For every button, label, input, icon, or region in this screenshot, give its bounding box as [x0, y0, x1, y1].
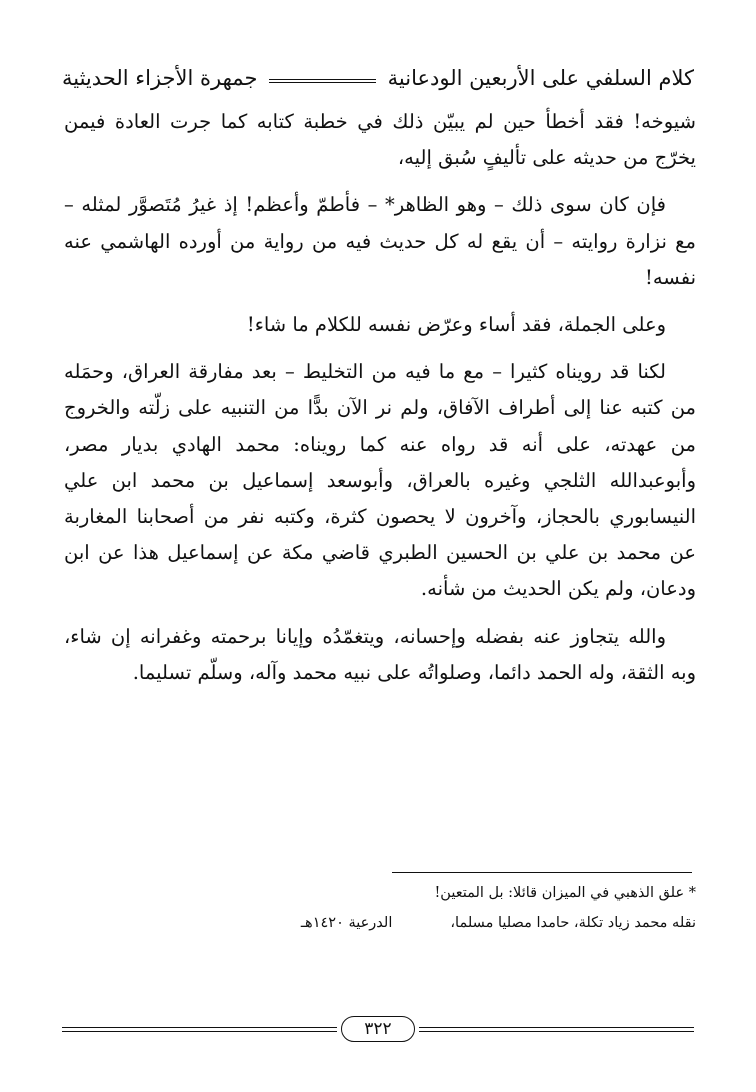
- footnote: [64, 878, 696, 938]
- paragraph-4: لكنا قد رويناه كثيرا – مع ما فيه من التخليط – بعد مفارقة العراق، وحمَله من كتبه عنا إلى أطراف الآفاق، ولم نر الآن بدًّا من التنبيه على زلّته والخروج من عهدته، على أنه قد رواه عنه كما رويناه: محمد الهادي بديار مصر، وأبوعبدالله الثلجي وغيره بالعراق، وأبوسعد إسماعيل بن محمد ابن علي النيسابوري بالحجاز، وآخرون لا يحصون كثرة، وكتبه نفر من أصحابنا المغاربة عن محمد بن علي بن الحسين الطبري قاضي مكة عن إسماعيل هذا عن ابن ودعان، ولم يكن الحديث من شأنه.: [64, 360, 696, 601]
- paragraph-2: فإن كان سوى ذلك – وهو الظاهر* – فأطمّ وأعظم! إذ غيرُ مُتَصوَّر لمثله – مع نزارة روايته – أن يقع له كل حديث فيه من رواية من أورده الهاشمي عنه نفسه!: [64, 193, 696, 289]
- paragraph-5: والله يتجاوز عنه بفضله وإحسانه، ويتغمّدُه وإيانا برحمته وغفرانه إن شاء، وبه الثقة، وله الحمد دائما، وصلواتُه على نبيه محمد وآله، وسلّم تسليما.: [64, 624, 696, 684]
- footnote-rule: [392, 872, 692, 873]
- footnote-signature-row: [64, 908, 696, 938]
- folio-rule-left: [62, 1027, 337, 1032]
- page-number: ٣٢٢: [341, 1016, 415, 1042]
- header-series-title: جمهرة الأجزاء الحديثية: [62, 66, 258, 90]
- header-rule: [269, 79, 375, 83]
- running-header: [62, 58, 694, 98]
- paragraph-1: شيوخه! فقد أخطأ حين لم يبيّن ذلك في خطبة كتابه كما جرت العادة فيمن يخرّج من حديثه على تأليفٍ سُبق إليه،: [64, 110, 696, 170]
- footnote-place-date: الدرعية ١٤٢٠هـ: [300, 915, 393, 931]
- main-text: [64, 104, 696, 702]
- paragraph-3: وعلى الجملة، فقد أساء وعرّض نفسه للكلام ما شاء!: [246, 313, 666, 337]
- footnote-note: * علق الذهبي في الميزان قائلا: بل المتعين!: [434, 885, 696, 901]
- header-book-title: كلام السلفي على الأربعين الودعانية: [387, 66, 694, 90]
- footnote-signature: نقله محمد زياد تكلة، حامدا مصليا مسلما،: [450, 915, 696, 931]
- folio-rule-right: [419, 1027, 694, 1032]
- page-number-band: [62, 1014, 694, 1044]
